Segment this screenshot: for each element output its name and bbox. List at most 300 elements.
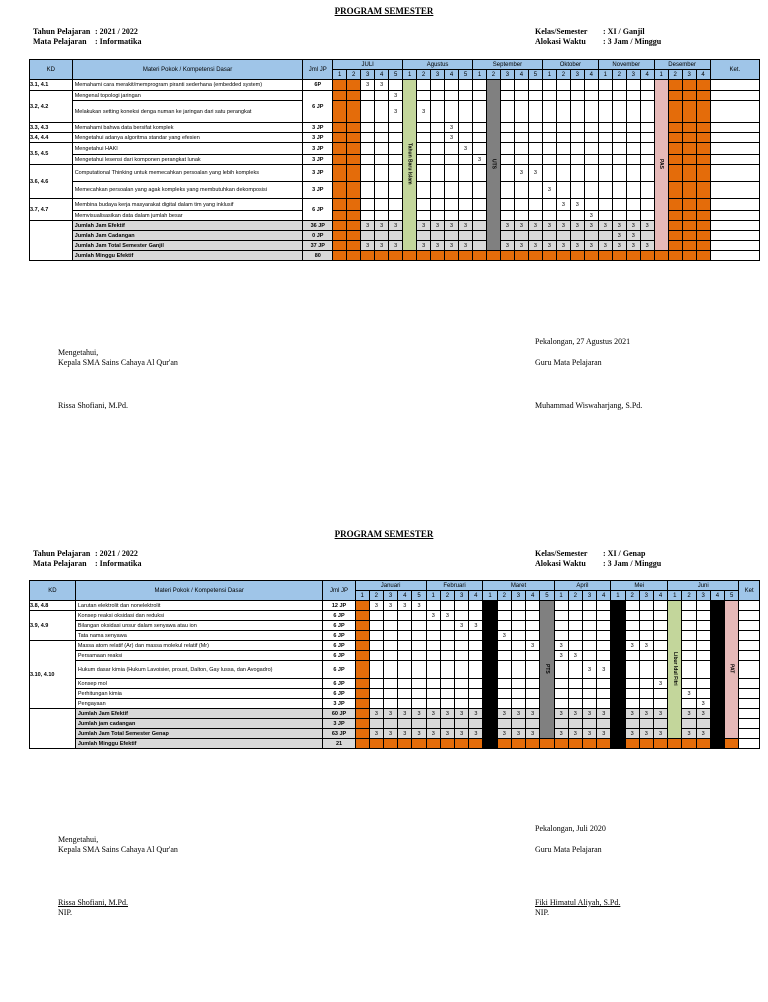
week-cell xyxy=(469,631,483,641)
table-row xyxy=(30,211,760,221)
week-cell xyxy=(459,91,473,101)
week-cell xyxy=(355,621,369,631)
week-cell xyxy=(682,91,696,101)
week-cell xyxy=(625,739,639,749)
ket-cell xyxy=(710,123,759,133)
week-cell xyxy=(710,611,724,621)
s2-program-table xyxy=(29,580,760,749)
table-row xyxy=(30,689,760,699)
week-cell xyxy=(459,155,473,165)
summary-label: Jumlah Jam Total Semester Genap xyxy=(75,729,323,739)
week-cell: 3 xyxy=(426,709,440,719)
week-cell xyxy=(483,611,497,621)
week-cell: 3 xyxy=(375,221,389,231)
week-cell xyxy=(597,611,611,621)
week-cell: 3 xyxy=(459,143,473,155)
week-cell xyxy=(653,699,667,709)
week-header: 1 xyxy=(598,70,612,80)
week-cell xyxy=(355,739,369,749)
week-cell xyxy=(696,601,710,611)
week-cell xyxy=(347,211,361,221)
week-header: 4 xyxy=(597,591,611,601)
week-cell xyxy=(426,601,440,611)
week-cell xyxy=(333,91,347,101)
week-header: 5 xyxy=(389,70,403,80)
week-cell xyxy=(598,199,612,211)
jp-cell: 3 JP xyxy=(303,155,333,165)
week-cell xyxy=(653,601,667,611)
table-header-row xyxy=(30,581,760,591)
week-cell xyxy=(511,651,525,661)
pts-column-label: PTS xyxy=(543,663,550,674)
week-cell xyxy=(542,133,556,143)
week-cell xyxy=(355,631,369,641)
week-cell: 3 xyxy=(417,101,431,123)
week-header: 4 xyxy=(398,591,412,601)
week-cell xyxy=(570,133,584,143)
week-cell xyxy=(653,661,667,679)
week-cell: 3 xyxy=(598,221,612,231)
week-cell xyxy=(473,241,487,251)
week-cell: 3 xyxy=(497,631,511,641)
week-cell xyxy=(597,689,611,699)
week-cell xyxy=(668,101,682,123)
week-cell xyxy=(369,651,383,661)
week-cell xyxy=(542,199,556,211)
s2-meta-right xyxy=(535,549,661,569)
week-cell xyxy=(459,211,473,221)
week-cell xyxy=(528,133,542,143)
month-header: April xyxy=(554,581,611,591)
summary-jp: 60 JP xyxy=(323,709,355,719)
week-cell: 3 xyxy=(696,709,710,719)
week-cell xyxy=(597,621,611,631)
week-cell xyxy=(568,679,582,689)
week-cell xyxy=(682,211,696,221)
week-header: 4 xyxy=(445,70,459,80)
week-header: 2 xyxy=(497,591,511,601)
ket-cell xyxy=(739,641,760,651)
week-cell xyxy=(497,621,511,631)
week-cell xyxy=(582,699,596,709)
week-cell xyxy=(375,231,389,241)
week-cell xyxy=(431,101,445,123)
week-cell xyxy=(584,91,598,101)
table-row xyxy=(30,651,760,661)
week-cell: 3 xyxy=(389,101,403,123)
week-cell xyxy=(625,699,639,709)
week-cell xyxy=(473,143,487,155)
week-cell xyxy=(347,199,361,211)
week-cell xyxy=(640,165,654,182)
week-header: 3 xyxy=(511,591,525,601)
week-cell xyxy=(526,611,540,621)
week-cell xyxy=(625,679,639,689)
week-cell: 3 xyxy=(640,221,654,231)
materi-cell: Persamaan reaksi xyxy=(75,651,323,661)
ket-cell xyxy=(739,709,760,719)
week-cell xyxy=(469,719,483,729)
week-cell xyxy=(626,199,640,211)
week-cell xyxy=(528,231,542,241)
ket-header: Ket xyxy=(739,581,760,601)
week-cell xyxy=(625,621,639,631)
table-row xyxy=(30,221,760,231)
ket-cell xyxy=(739,689,760,699)
week-cell xyxy=(514,91,528,101)
table-row xyxy=(30,621,760,631)
week-cell xyxy=(426,661,440,679)
week-cell xyxy=(696,611,710,621)
jp-cell: 6 JP xyxy=(323,679,355,689)
week-cell xyxy=(554,689,568,699)
week-header: 3 xyxy=(682,70,696,80)
week-cell: 3 xyxy=(639,641,653,651)
week-cell: 3 xyxy=(526,709,540,719)
week-cell xyxy=(398,641,412,651)
week-cell xyxy=(483,709,497,719)
jp-cell: 3 JP xyxy=(303,143,333,155)
materi-cell: Hukum dasar kimia (Hukum Lavoisier, proust, Dalton, Gay lussa, dan Avogadro) xyxy=(75,661,323,679)
week-header: 5 xyxy=(459,70,473,80)
week-cell xyxy=(612,123,626,133)
ket-cell xyxy=(739,699,760,709)
week-cell xyxy=(640,91,654,101)
week-cell xyxy=(389,182,403,199)
week-cell xyxy=(398,631,412,641)
week-cell xyxy=(612,165,626,182)
week-cell: 3 xyxy=(483,631,497,641)
table-header-row xyxy=(30,60,760,70)
week-cell xyxy=(445,91,459,101)
week-cell: 3 xyxy=(514,221,528,231)
week-cell xyxy=(347,241,361,251)
week-cell xyxy=(639,661,653,679)
week-cell xyxy=(417,231,431,241)
week-header: 3 xyxy=(626,70,640,80)
week-cell xyxy=(440,631,454,641)
week-header: 4 xyxy=(640,70,654,80)
ket-cell xyxy=(739,651,760,661)
week-cell xyxy=(568,719,582,729)
week-cell xyxy=(639,719,653,729)
week-cell xyxy=(696,231,710,241)
materi-header: Materi Pokok / Kompetensi Dasar xyxy=(75,581,323,601)
week-cell: 3 xyxy=(497,729,511,739)
week-cell: 3 xyxy=(554,641,568,651)
week-cell xyxy=(417,155,431,165)
week-cell xyxy=(398,661,412,679)
s2-guru-nip: NIP. xyxy=(535,908,550,917)
table-row xyxy=(30,729,760,739)
week-cell xyxy=(639,699,653,709)
week-cell xyxy=(598,91,612,101)
jp-cell: 12 JP xyxy=(323,601,355,611)
week-cell xyxy=(511,611,525,621)
week-cell: 3 xyxy=(626,241,640,251)
week-cell xyxy=(696,661,710,679)
week-cell xyxy=(431,165,445,182)
summary-label: Jumlah Jam Efektif xyxy=(72,221,303,231)
week-cell: 3 xyxy=(556,221,570,231)
week-cell xyxy=(668,221,682,231)
week-cell: 3 xyxy=(369,601,383,611)
week-cell xyxy=(554,631,568,641)
week-cell xyxy=(514,211,528,221)
week-cell: 3 xyxy=(556,199,570,211)
week-cell xyxy=(333,211,347,221)
week-cell xyxy=(375,211,389,221)
week-cell xyxy=(696,155,710,165)
week-cell: 3 xyxy=(597,729,611,739)
week-cell xyxy=(542,143,556,155)
week-cell: 3 xyxy=(500,221,514,231)
week-cell xyxy=(611,641,625,651)
week-cell xyxy=(445,101,459,123)
week-cell xyxy=(626,155,640,165)
week-cell xyxy=(639,631,653,641)
week-cell xyxy=(528,155,542,165)
week-cell xyxy=(355,661,369,679)
week-cell xyxy=(473,221,487,231)
table-row xyxy=(30,641,760,651)
week-cell xyxy=(333,155,347,165)
week-cell xyxy=(473,211,487,221)
week-cell xyxy=(682,719,696,729)
jml-header: Jml JP xyxy=(303,60,333,80)
week-cell xyxy=(639,689,653,699)
week-cell xyxy=(584,80,598,91)
week-cell xyxy=(355,719,369,729)
week-cell xyxy=(584,123,598,133)
summary-label: Jumlah Jam Efektif xyxy=(75,709,323,719)
s2-mapel-value: : Informatika xyxy=(95,559,142,568)
week-cell xyxy=(568,601,582,611)
week-cell xyxy=(612,91,626,101)
uts-column xyxy=(486,80,500,251)
ket-cell xyxy=(710,199,759,211)
week-cell xyxy=(526,651,540,661)
week-cell: 3 xyxy=(361,221,375,231)
summary-label: Jumlah Jam Total Semester Ganjil xyxy=(72,241,303,251)
s1-program-table xyxy=(29,59,760,261)
summary-label: Jumlah Jam Cadangan xyxy=(72,231,303,241)
week-cell xyxy=(528,251,542,261)
week-cell xyxy=(417,251,431,261)
table-row xyxy=(30,231,760,241)
month-header: Maret xyxy=(483,581,554,591)
week-cell xyxy=(640,251,654,261)
week-cell xyxy=(582,679,596,689)
week-cell xyxy=(483,621,497,631)
ket-cell xyxy=(710,155,759,165)
week-cell: 3 xyxy=(459,241,473,251)
week-cell xyxy=(625,631,639,641)
week-cell xyxy=(626,101,640,123)
week-cell xyxy=(369,679,383,689)
week-cell xyxy=(584,231,598,241)
week-cell xyxy=(455,631,469,641)
week-cell xyxy=(554,719,568,729)
materi-cell: Larutan elektrolit dan nonelektrolit xyxy=(75,601,323,611)
week-cell xyxy=(640,143,654,155)
ket-cell xyxy=(710,133,759,143)
week-cell xyxy=(570,231,584,241)
ket-cell xyxy=(739,729,760,739)
week-cell: 3 xyxy=(426,611,440,621)
s2-kepala-title: Kepala SMA Sains Cahaya Al Qur'an xyxy=(58,845,178,854)
week-cell: 3 xyxy=(554,651,568,661)
week-cell xyxy=(355,651,369,661)
week-cell xyxy=(597,679,611,689)
week-cell xyxy=(500,80,514,91)
week-cell xyxy=(612,80,626,91)
week-cell xyxy=(500,182,514,199)
week-header: 3 xyxy=(361,70,375,80)
week-cell xyxy=(497,651,511,661)
week-cell xyxy=(612,182,626,199)
month-header: Januari xyxy=(355,581,426,591)
s2-kelas-label: Kelas/Semester xyxy=(535,549,588,558)
week-cell xyxy=(625,651,639,661)
kd-cell xyxy=(30,221,73,261)
table-row xyxy=(30,80,760,91)
week-cell xyxy=(361,211,375,221)
s1-meta-left xyxy=(33,27,141,47)
week-cell: 3 xyxy=(469,729,483,739)
week-cell: 3 xyxy=(682,689,696,699)
week-cell xyxy=(598,182,612,199)
week-cell xyxy=(584,155,598,165)
week-cell xyxy=(483,641,497,651)
table-row xyxy=(30,679,760,689)
week-cell xyxy=(597,601,611,611)
week-cell xyxy=(598,123,612,133)
s1-guru-title: Guru Mata Pelajaran xyxy=(535,358,602,367)
week-cell: 3 xyxy=(696,699,710,709)
week-cell xyxy=(582,719,596,729)
week-cell xyxy=(469,661,483,679)
materi-cell: Mengetahui HAKI xyxy=(72,143,303,155)
s1-mapel-label: Mata Pelajaran xyxy=(33,37,87,46)
week-cell xyxy=(355,709,369,719)
week-cell xyxy=(542,211,556,221)
materi-cell: Pengayaan xyxy=(75,699,323,709)
week-cell xyxy=(500,123,514,133)
week-header: 1 xyxy=(483,591,497,601)
week-cell xyxy=(369,621,383,631)
pas-column xyxy=(654,80,668,251)
week-cell: 3 xyxy=(582,661,596,679)
week-cell xyxy=(333,143,347,155)
week-cell xyxy=(682,133,696,143)
table-row xyxy=(30,182,760,199)
week-header: 2 xyxy=(486,70,500,80)
week-cell: 3 xyxy=(369,729,383,739)
week-cell xyxy=(431,199,445,211)
week-cell xyxy=(398,679,412,689)
week-cell xyxy=(500,91,514,101)
week-header: 1 xyxy=(611,591,625,601)
week-cell xyxy=(696,133,710,143)
week-cell xyxy=(398,699,412,709)
week-cell xyxy=(640,155,654,165)
week-cell xyxy=(653,739,667,749)
week-cell xyxy=(431,182,445,199)
week-cell xyxy=(497,679,511,689)
week-cell xyxy=(369,661,383,679)
week-cell xyxy=(417,143,431,155)
week-cell xyxy=(469,641,483,651)
week-cell xyxy=(682,651,696,661)
week-cell xyxy=(514,182,528,199)
week-cell xyxy=(445,231,459,241)
week-cell xyxy=(497,661,511,679)
table-row xyxy=(30,133,760,143)
week-cell xyxy=(511,631,525,641)
week-cell xyxy=(696,199,710,211)
week-cell: 3 xyxy=(369,709,383,719)
week-cell xyxy=(473,133,487,143)
week-cell xyxy=(375,143,389,155)
week-cell xyxy=(696,123,710,133)
week-cell xyxy=(653,719,667,729)
week-cell xyxy=(445,165,459,182)
week-cell xyxy=(500,165,514,182)
week-cell xyxy=(568,611,582,621)
week-cell: 3 xyxy=(653,679,667,689)
week-cell xyxy=(612,101,626,123)
week-cell xyxy=(710,689,724,699)
table-row xyxy=(30,241,760,251)
week-cell xyxy=(483,699,497,709)
week-cell xyxy=(584,182,598,199)
week-cell xyxy=(412,661,426,679)
week-cell xyxy=(333,101,347,123)
week-cell xyxy=(333,251,347,261)
week-cell xyxy=(626,211,640,221)
week-cell xyxy=(710,729,724,739)
s2-alokasi-value: : 3 Jam / Minggu xyxy=(603,559,662,568)
week-cell: 3 xyxy=(570,241,584,251)
week-cell xyxy=(459,123,473,133)
week-cell xyxy=(500,251,514,261)
week-cell xyxy=(597,641,611,651)
week-cell xyxy=(412,621,426,631)
week-cell xyxy=(626,91,640,101)
table-row xyxy=(30,251,760,261)
kd-cell: 3.10, 4.10 xyxy=(30,641,76,709)
week-header: 4 xyxy=(526,591,540,601)
week-cell xyxy=(473,231,487,241)
week-cell xyxy=(486,251,500,261)
week-cell xyxy=(412,641,426,651)
week-cell xyxy=(426,651,440,661)
week-cell: 3 xyxy=(568,729,582,739)
table-row xyxy=(30,165,760,182)
week-cell xyxy=(611,719,625,729)
week-cell xyxy=(361,182,375,199)
week-cell xyxy=(389,199,403,211)
week-cell xyxy=(440,651,454,661)
week-cell: 3 xyxy=(626,221,640,231)
week-cell xyxy=(361,123,375,133)
week-cell xyxy=(710,679,724,689)
materi-cell: Memecahkan persoalan yang agak kompleks yang membutuhkan dekomposisi xyxy=(72,182,303,199)
kd-cell xyxy=(30,709,76,749)
week-cell xyxy=(361,91,375,101)
week-cell xyxy=(369,739,383,749)
